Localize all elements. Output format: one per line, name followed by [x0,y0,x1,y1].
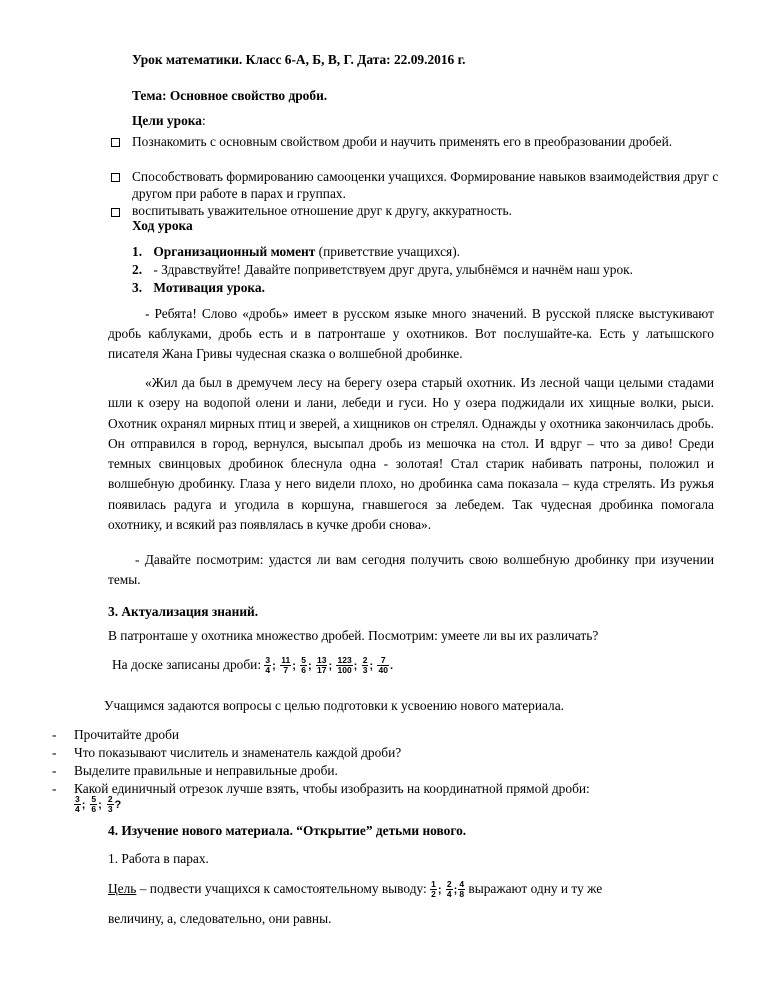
question-item: - Выделите правильные и неправильные дроби. [52,763,338,778]
goal-word: Цель [108,881,137,896]
goal-item: Способствовать формированию самооценки учащихся. Формирование навыков взаимодействия друг с другом при работе в парах и группах. [132,169,719,201]
section-3-intro: В патронташе у охотника множество дробей. Посмотрим: умеете ли вы их различать? [108,628,599,643]
bullet-square-icon [111,173,120,182]
question-item: - Прочитайте дроби [52,727,180,742]
closing-paragraph: - Давайте посмотрим: удастся ли вам сегодня получить свою волшебную дробинку при изучении темы. [108,552,714,587]
fraction: $\frac{5}{6}$ [91,794,97,814]
story-paragraph: «Жил да был в дремучем лесу на берегу озера старый охотник. Из лесной чащи целыми стадами шли к озеру на водопой олени и лани, лебеди и гуси. Но у озера поджидали их хищные волки, рыси. Охотник охранял мирных птиц и зверей, а хищников он стрелял. Однажды у охотника закончилась дробь. Он отправился в город, вернулся, высыпал дробь из мешочка на стол. И вдруг – что за диво! Среди темных свинцовых дробинок блеснула одна - золотая! Стал старик набивать патроны, положил и волшебную дробинку. Глаза у него видели плохо, но дробинка сама показала – куда стрелять. Из ружья появилась радуга и угодила в коршуна, гнавшегося за лебедем. Так чудесная дробинка помогала охотнику, и всякий раз появлялась в кучке дроби снова». [108,375,714,533]
section-3-heading: 3. Актуализация знаний. [108,604,259,619]
course-heading: Ход урока [132,218,193,233]
fraction: $\frac{2}{4}$ [446,879,452,900]
fraction: $\frac{2}{3}$ [362,655,368,676]
question-item: - Что показывают числитель и знаменатель каждой дроби? [52,745,402,760]
goal-item: воспитывать уважительное отношение друг к другу, аккуратность. [132,203,512,218]
questions-intro: Учащимся задаются вопросы с целью подготовки к усвоению нового материала. [104,698,565,713]
coord-fractions: $\frac{3}{4}$ ; $\frac{5}{6}$ ; $\frac{2}{3}$ ? [75,794,122,814]
fraction: $\frac{1}{2}$ [431,879,436,900]
motivation-paragraph: - Ребята! Слово «дробь» имеет в русском языке много значений. В русской пляске выстукивают дробь каблуками, дробь есть и в патронташе у охотников. Вот послушайте-ка. Есть у латышского писателя Жана Гривы чудесная сказка о волшебной дробинке. [108,306,714,361]
fraction: $\frac{7}{40}$ [378,655,388,676]
lesson-topic: Тема: Основное свойство дроби. [132,88,328,103]
goal-line: Цель – подвести учащихся к самостоятельному выводу: $\frac{1}{2}$ ; $\frac{2}{4}$ ; $\frac{4}{8}$ выражают одну и ту же [108,879,603,900]
step-item: 3. Мотивация урока. [132,280,265,295]
fraction: $\frac{3}{4}$ [75,794,80,814]
step-item: 2. - Здравствуйте! Давайте поприветствуем друг друга, улыбнёмся и начнём наш урок. [132,262,633,277]
bullet-square-icon [111,208,120,217]
section-4-sub: 1. Работа в парах. [108,851,209,866]
question-item: - Какой единичный отрезок лучше взять, чтобы изобразить на координатной прямой дроби: [52,781,590,796]
step-item: 1. Организационный момент (приветствие учащихся). [132,244,461,259]
goal-line-2: величину, а, следовательно, они равны. [108,911,332,926]
fraction: $\frac{13}{17}$ [316,655,327,676]
board-fractions: $\frac{3}{4}$ ; $\frac{11}{7}$ ; $\frac{5}{6}$ ; $\frac{13}{17}$ ; $\frac{123}{100}$ ; $\frac{2}{3}$ ; $\frac{7}{40}$ . [265,655,393,676]
lesson-title: Урок математики. Класс 6-А, Б, В, Г. Дата: 22.09.2016 г. [132,52,466,67]
goal-item: Познакомить с основным свойством дроби и научить применять его в преобразовании дробей. [132,134,673,149]
fraction: $\frac{2}{3}$ [107,794,113,814]
bullet-square-icon [111,138,120,147]
fraction: $\frac{5}{6}$ [301,655,306,676]
board-label: На доске записаны дроби: [112,657,262,672]
fraction: $\frac{123}{100}$ [337,655,352,676]
board-fractions-line [112,656,394,675]
fraction: $\frac{3}{4}$ [265,655,271,676]
section-4-heading: 4. Изучение нового материала. “Открытие” детьми нового. [108,823,467,838]
goals-heading: Цели урока: [132,113,206,128]
fraction: $\frac{4}{8}$ [459,879,465,900]
fraction: $\frac{11}{7}$ [281,655,291,676]
